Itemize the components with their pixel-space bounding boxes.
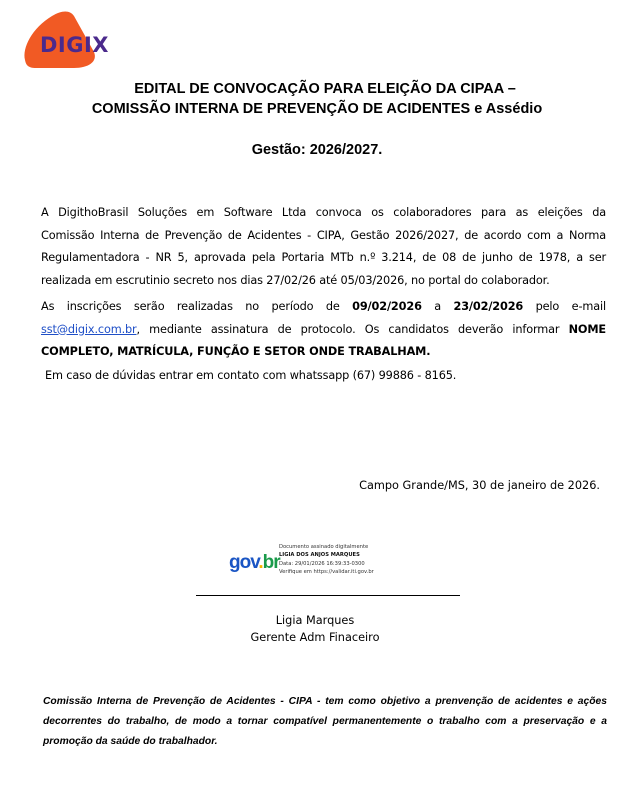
paragraph-line: realizada em escrutinio secreto nos dias 27/02/26 até 05/03/2026, no portal do colaborador.: [41, 273, 550, 287]
convocation-paragraph: [41, 202, 606, 292]
verify-url: Verifique em https://validar.iti.gov.br: [279, 568, 374, 575]
footer-line: [43, 692, 607, 712]
footer-line: promoção da saúde do trabalhador.: [43, 736, 218, 747]
paragraph-line: [41, 296, 606, 319]
paragraph-line: Comissão Interna de Prevenção de Acidentes - CIPA, Gestão 2026/2027, de acordo com a Norma: [41, 228, 606, 242]
footer-line: decorrentes do trabalho, de modo a tornar compatível permanentemente o trabalho com a preservação e a: [43, 716, 607, 727]
text: As inscrições serão realizadas no período de: [41, 300, 353, 313]
govbr-logo: gov.br: [229, 552, 280, 573]
signed-label: Documento assinado digitalmente: [279, 544, 369, 550]
signature-line: [196, 595, 460, 596]
signatory-name: Ligia Marques: [275, 614, 355, 627]
signature-details: [279, 543, 374, 576]
document-title-line-2: COMISSÃO INTERNA DE PREVENÇÃO DE ACIDENTES e Assédio: [91, 101, 543, 117]
paragraph-line: A DigithoBrasil Soluções em Software Ltda convoca os colaboradores para as eleições da: [41, 206, 606, 219]
registration-end-date: 23/02/2026: [453, 300, 524, 313]
registration-paragraph: [41, 296, 606, 364]
text: Comissão Interna de Prevenção de Acidentes - CIPA -: [43, 696, 321, 707]
digital-signature-stamp: [229, 543, 399, 583]
footer-note: [43, 692, 607, 752]
text: a: [421, 300, 454, 313]
signatory-role: Gerente Adm Finaceiro: [250, 631, 380, 644]
text: tem como objetivo a prenvenção de acidentes e ações: [320, 696, 607, 707]
logo-text: DIGIX: [40, 33, 109, 57]
text: , mediante assinatura de protocolo. Os candidatos deverão informar: [136, 322, 569, 336]
paragraph-line: [41, 319, 606, 342]
contact-paragraph: Em caso de dúvidas entrar em contato com whatssapp (67) 99886 - 8165.: [45, 369, 457, 382]
place-date: Campo Grande/MS, 30 de janeiro de 2026.: [359, 479, 600, 492]
registration-start-date: 09/02/2026: [352, 300, 422, 313]
digix-logo: [22, 8, 132, 70]
management-period: Gestão: 2026/2027.: [251, 142, 383, 158]
signer-name: LIGIA DOS ANJOS MARQUES: [279, 552, 360, 559]
email-link[interactable]: sst@digix.com.br: [41, 322, 137, 336]
text: pelo e-mail: [523, 300, 606, 313]
required-info: NOME: [568, 322, 606, 336]
paragraph-line: Regulamentadora - NR 5, aprovada pela Portaria MTb n.º 3.214, de 08 de junho de 1978, a ser: [41, 251, 606, 264]
signature-date: Data: 29/01/2026 16:39:33-0300: [279, 560, 365, 567]
document-title-line-1: EDITAL DE CONVOCAÇÃO PARA ELEIÇÃO DA CIPAA –: [134, 81, 516, 97]
required-info: COMPLETO, MATRÍCULA, FUNÇÃO E SETOR ONDE TRABALHAM.: [41, 345, 431, 358]
